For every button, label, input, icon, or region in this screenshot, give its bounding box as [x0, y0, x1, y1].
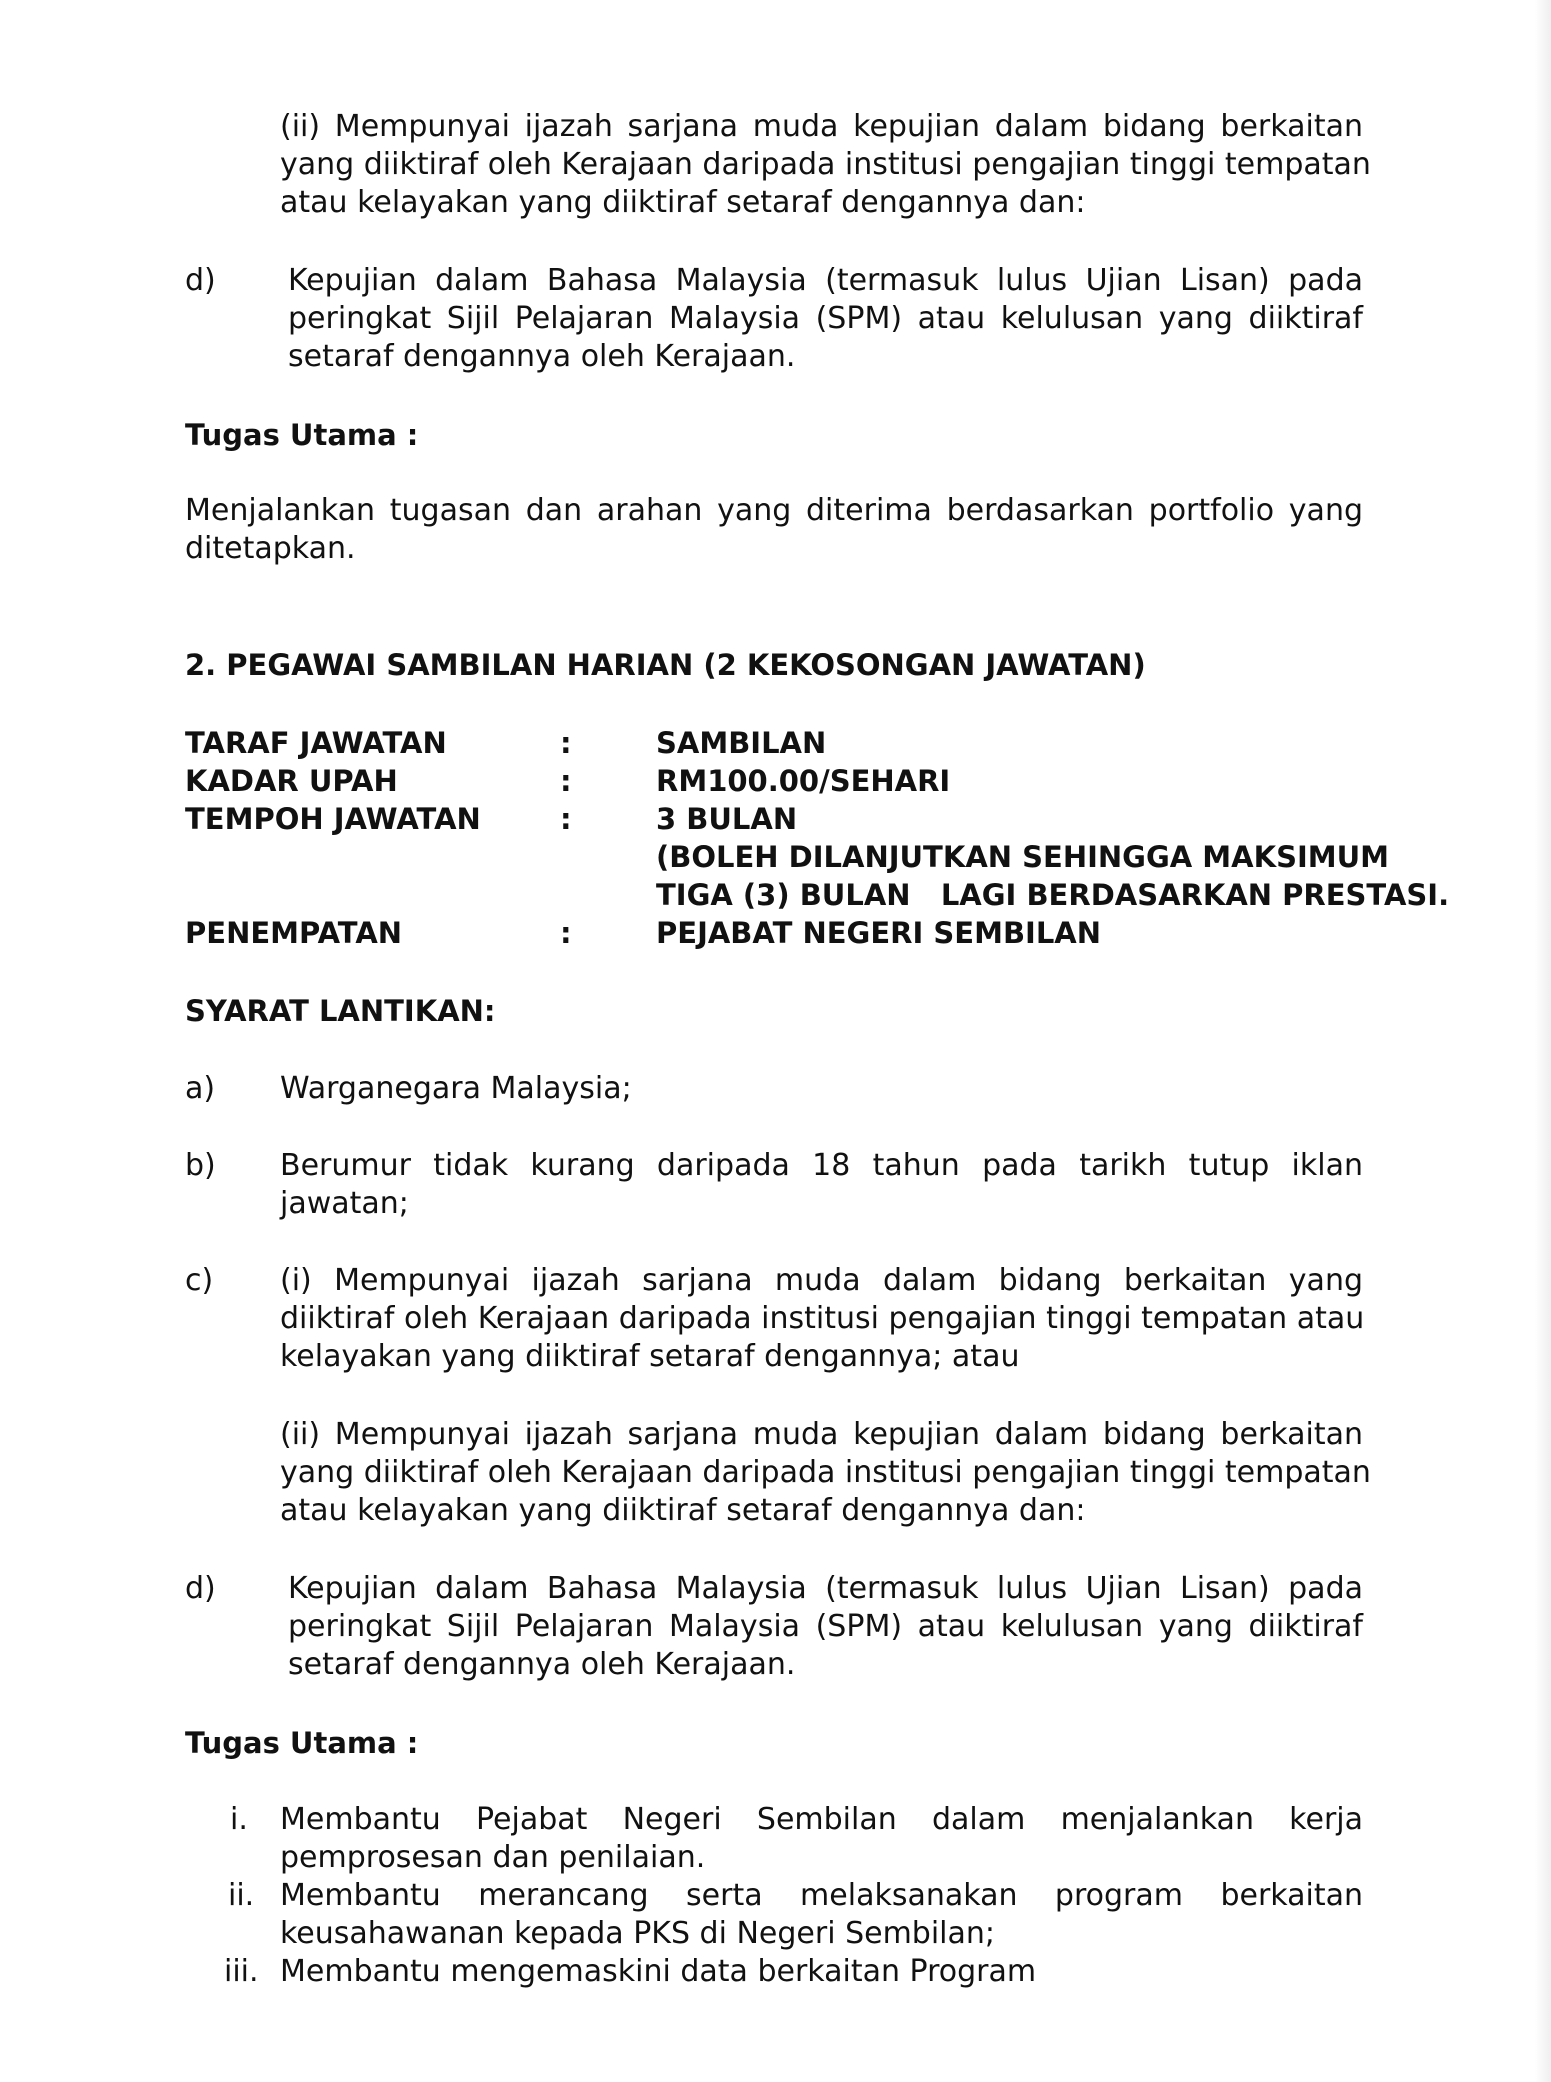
- detail-value-taraf: SAMBILAN: [656, 726, 827, 760]
- tugas-2-item-ii-num: ii.: [228, 1878, 255, 1913]
- syarat-d-line-3: setaraf dengannya oleh Kerajaan.: [288, 1647, 796, 1682]
- item-d-line-3: setaraf dengannya oleh Kerajaan.: [288, 339, 796, 374]
- detail-key-tempoh: TEMPOH JAWATAN: [185, 802, 481, 836]
- detail-colon: :: [560, 764, 572, 798]
- syarat-d-line-2: peringkat Sijil Pelajaran Malaysia (SPM) atau kelulusan yang diiktiraf: [288, 1609, 1363, 1644]
- intro-line-2: yang diiktiraf oleh Kerajaan daripada institusi pengajian tinggi tempatan: [280, 147, 1371, 182]
- syarat-d-label: d): [185, 1571, 216, 1606]
- intro-line-3: atau kelayakan yang diiktiraf setaraf dengannya dan:: [280, 185, 1086, 220]
- syarat-b-line-2: jawatan;: [280, 1186, 409, 1221]
- syarat-c-i-line-2: diiktiraf oleh Kerajaan daripada institusi pengajian tinggi tempatan atau: [280, 1301, 1365, 1336]
- item-d-line-2: peringkat Sijil Pelajaran Malaysia (SPM) atau kelulusan yang diiktiraf: [288, 301, 1363, 336]
- syarat-a-label: a): [185, 1071, 216, 1106]
- syarat-a-text: Warganegara Malaysia;: [280, 1071, 632, 1106]
- syarat-c-i-line-1: (i) Mempunyai ijazah sarjana muda dalam bidang berkaitan yang: [280, 1263, 1363, 1298]
- tugas-2-item-iii-line-1: Membantu mengemaskini data berkaitan Program: [280, 1954, 1037, 1989]
- detail-colon: :: [560, 916, 572, 950]
- item-d-line-1: Kepujian dalam Bahasa Malaysia (termasuk lulus Ujian Lisan) pada: [288, 263, 1363, 298]
- tugas-1-line-1: Menjalankan tugasan dan arahan yang diterima berdasarkan portfolio yang: [185, 493, 1363, 528]
- tugas-utama-heading-2: Tugas Utama :: [185, 1726, 419, 1760]
- item-d-label: d): [185, 263, 216, 298]
- syarat-c-ii-line-3: atau kelayakan yang diiktiraf setaraf dengannya dan:: [280, 1493, 1086, 1528]
- intro-line-1: (ii) Mempunyai ijazah sarjana muda kepujian dalam bidang berkaitan: [280, 109, 1363, 144]
- syarat-d-line-1: Kepujian dalam Bahasa Malaysia (termasuk lulus Ujian Lisan) pada: [288, 1571, 1363, 1606]
- tugas-2-item-ii-line-2: keusahawanan kepada PKS di Negeri Sembilan;: [280, 1916, 996, 1951]
- tempoh-note-line-2: TIGA (3) BULAN LAGI BERDASARKAN PRESTASI.: [656, 878, 1450, 912]
- detail-key-taraf: TARAF JAWATAN: [185, 726, 447, 760]
- tugas-1-line-2: ditetapkan.: [185, 531, 356, 566]
- tugas-utama-heading-1: Tugas Utama :: [185, 418, 419, 452]
- tugas-2-item-iii-num: iii.: [224, 1954, 259, 1989]
- syarat-b-label: b): [185, 1148, 216, 1183]
- section-2-title: 2. PEGAWAI SAMBILAN HARIAN (2 KEKOSONGAN JAWATAN): [185, 648, 1146, 682]
- detail-colon: :: [560, 726, 572, 760]
- tugas-2-item-i-line-2: pemprosesan dan penilaian.: [280, 1840, 706, 1875]
- detail-key-penempatan: PENEMPATAN: [185, 916, 403, 950]
- syarat-c-i-line-3: kelayakan yang diiktiraf setaraf dengannya; atau: [280, 1339, 1020, 1374]
- tempoh-note-line-1: (BOLEH DILANJUTKAN SEHINGGA MAKSIMUM: [656, 840, 1390, 874]
- detail-value-tempoh: 3 BULAN: [656, 802, 798, 836]
- syarat-c-label: c): [185, 1263, 214, 1298]
- detail-colon: :: [560, 802, 572, 836]
- detail-value-penempatan: PEJABAT NEGERI SEMBILAN: [656, 916, 1102, 950]
- page-edge-shadow: [1535, 0, 1551, 2082]
- syarat-lantikan-heading: SYARAT LANTIKAN:: [185, 994, 496, 1028]
- syarat-c-ii-line-1: (ii) Mempunyai ijazah sarjana muda kepujian dalam bidang berkaitan: [280, 1417, 1363, 1452]
- tugas-2-item-ii-line-1: Membantu merancang serta melaksanakan program berkaitan: [280, 1878, 1363, 1913]
- detail-value-kadar: RM100.00/SEHARI: [656, 764, 951, 798]
- tugas-2-item-i-num: i.: [230, 1802, 248, 1837]
- syarat-b-line-1: Berumur tidak kurang daripada 18 tahun pada tarikh tutup iklan: [280, 1148, 1363, 1183]
- detail-key-kadar: KADAR UPAH: [185, 764, 398, 798]
- syarat-c-ii-line-2: yang diiktiraf oleh Kerajaan daripada institusi pengajian tinggi tempatan: [280, 1455, 1371, 1490]
- tugas-2-item-i-line-1: Membantu Pejabat Negeri Sembilan dalam menjalankan kerja: [280, 1802, 1363, 1837]
